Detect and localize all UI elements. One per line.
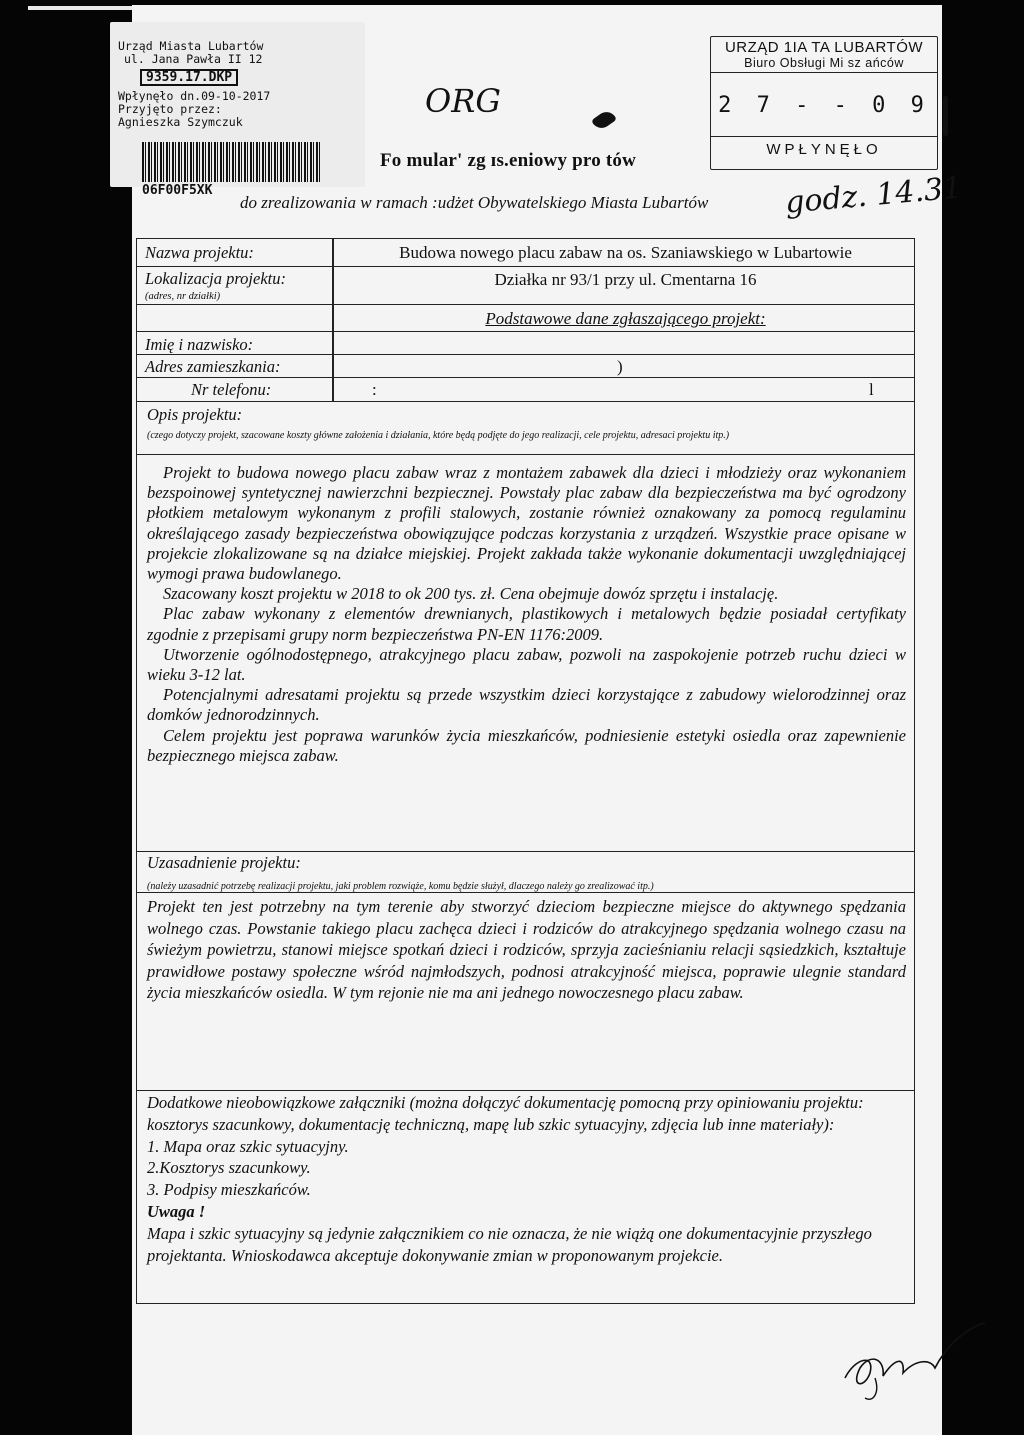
phone-label: Nr telefonu: [191,380,272,399]
description-paragraph: Utworzenie ogólnodostępnego, atrakcyjnego placu zabaw, pozwoli na zaspokojenie potrzeb ruchu dzieci w wieku 3-12 lat. [147,644,906,685]
location-value: Działka nr 93/1 przy ul. Cmentarna 16 [494,270,757,289]
office-stamp-line2: Biuro Obsługi Mi sz ańców [711,56,937,73]
project-name-label: Nazwa projektu: [145,243,254,262]
description-text [147,463,906,766]
location-label: Lokalizacja projektu: [145,269,286,288]
application-form [136,238,915,1304]
registration-stamp [110,22,365,198]
label-column-divider [332,239,334,402]
description-paragraph: Szacowany koszt projektu w 2018 to ok 200 tys. zł. Cena obejmuje dowóz sprzętu i instalację. [163,584,779,604]
description-paragraph: Projekt to budowa nowego placu zabaw wraz z montażem zabawek dla dzieci i młodzieży oraz wykonaniem bezspoinowej syntetycznej nawierzchni bezpiecznej. Powstały plac zabaw dla bezpieczeństwa ma być ogrodzony płotkiem metalowym wykonanym z profili stalowych, zostanie również oznakowany za pomocą regulaminu określającego zasady bezpieczeństwa obowiązujące podczas korzystania z urządzeń. Wszystkie prace opisane w projekcie zlokalizowane są na działce miejskiej. Projekt zakłada także wykonanie dokumentacji uwzględniającej wymogi prawa budowlanego. [147,463,906,584]
phone-mark-left: : [372,380,377,399]
office-stamp-received: WPŁYNĘŁO [711,136,937,158]
barcode [142,142,322,182]
justification-top-rule [137,851,914,852]
stamp-street: ul. Jana Pawła II 12 [124,52,263,66]
description-paragraph: Plac zabaw wykonany z elementów drewnianych, plastikowych i metalowych będzie posiadał certyfikaty zgodnie z przepisami grupy norm bezpieczeństwa PN-EN 1176:2009. [147,604,906,644]
stamp-received-by: Agnieszka Szymczuk [118,115,243,129]
warning-label: Uwaga ! [147,1201,206,1221]
attachment-item: 3. Podpisy mieszkańców. [147,1180,311,1200]
address-label: Adres zamieszkania: [145,357,281,376]
attachment-item: 1. Mapa oraz szkic sytuacyjny. [147,1136,349,1156]
applicant-section-title: Podstawowe dane zgłaszającego projekt: [485,309,766,328]
row-fullname [137,332,914,355]
handwritten-signature [835,1318,995,1408]
attachments-top-rule [137,1090,914,1091]
description-label: Opis projektu: [147,405,243,424]
handwritten-time-note: godz. 14.31 [783,170,964,221]
stamp-case-number: 9359.17.DKP [140,69,238,86]
form-title: Fo mular' zg ɪs.eniowy pro tów [380,150,636,171]
warning-text: Mapa i szkic sytuacyjny są jedynie załącznikiem co nie oznacza, że nie wiążą one dokumentacyjnie przyszłego projektanta. Wnioskodawca akceptuje dokonywanie zmian w proponowanym projekcie. [147,1223,872,1265]
justification-hint: (należy uzasadnić potrzebę realizacji projektu, jaki problem rozwiąże, komu będzie służył, dlaczego należy go zrealizować itp.) [147,881,654,892]
attachments-section [147,1092,906,1266]
fullname-label: Imię i nazwisko: [145,335,254,354]
description-paragraph: Celem projektu jest poprawa warunków życia mieszkańców, podniesienie estetyki osiedla oraz zapewnienie bezpiecznego miejsca zabaw. [147,725,906,765]
handwritten-mark: ORG [425,82,501,120]
description-paragraph: Potencjalnymi adresatami projektu są przede wszystkim dzieci korzystające z zabudowy wielorodzinnej oraz domków jednorodzinnych. [147,685,906,725]
justification-label: Uzasadnienie projektu: [147,853,301,872]
description-hint-rule [137,454,914,455]
barcode-text: 06F00F5XK [142,183,213,198]
office-stamp-line1: URZĄD 1IA TA LUBARTÓW [724,39,924,56]
justification-text [147,896,906,1004]
office-stamp-date: 2 7 - - 0 9 [718,93,930,118]
attachments-intro: Dodatkowe nieobowiązkowe załączniki (można dołączyć dokumentację pomocną przy opiniowaniu projektu: kosztorys szacunkowy, dokumentację techniczną, mapę lub szkic sytuacyjny, zdjęcia lub inne materiały): [147,1093,864,1134]
stamp-office: Urząd Miasta Lubartów [118,39,264,53]
stamp-tick-mark [943,96,948,136]
stamp-received-by-label: Przyjęto przez: [118,102,222,116]
phone-mark-right: l [869,380,874,399]
justification-paragraph: Projekt ten jest potrzebny na tym terenie aby stworzyć dzieciom bezpieczne miejsce do aktywnego spędzania wolnego czas. Powstanie takiego placu zachęca dzieci i rodziców do atrakcyjnego spędzania wolnego czasu na świeżym powietrzu, stanowi miejsce spotkań dzieci i rodziców, sprzyja zacieśnianiu relacji sąsiedzkich, kształtuje prawidłowe postawy społeczne wśród najmłodszych, podnosi atrakcyjność miejsca, poprawie ulegnie standard życia mieszkańców osiedla. W tym rejonie nie ma ani jednego nowoczesnego placu zabaw. [147,897,906,1003]
stamp-received-date: Wpłynęło dn.09-10-2017 [118,89,271,103]
description-hint: (czego dotyczy projekt, szacowane koszty główne założenia i działania, które będą podjęte do jego realizacji, cele projektu, adresaci projektu itp.) [147,430,730,441]
location-hint: (adres, nr działki) [145,291,221,302]
justification-hint-rule [137,892,914,893]
form-subtitle: do zrealizowania w ramach :udżet Obywatelskiego Miasta Lubartów [240,193,709,212]
office-received-stamp [710,36,938,170]
project-name-value: Budowa nowego placu zabaw na os. Szaniawskiego w Lubartowie [399,243,852,262]
address-mark: ) [617,357,623,376]
attachment-item: 2.Kosztorys szacunkowy. [147,1158,311,1178]
